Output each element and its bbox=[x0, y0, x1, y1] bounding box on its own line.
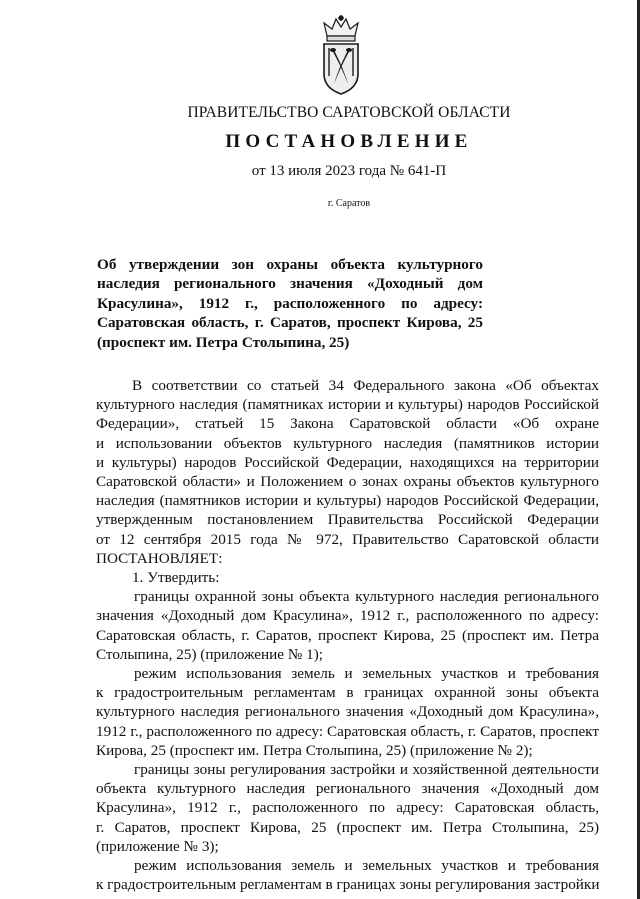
body-line: границы охранной зоны объекта культурного наследия регионального bbox=[134, 588, 599, 606]
body-line: утвержденным постановлением Правительства Российской Федерации bbox=[96, 511, 599, 529]
body-line: режим использования земель и земельных участков и требования bbox=[134, 857, 599, 875]
body-line: Саратовской области» и Положением о зонах охраны объектов культурного bbox=[96, 473, 599, 491]
body-line: В соответствии со статьей 34 Федерального закона «Об объектах bbox=[132, 377, 599, 394]
body-line: (приложение № 3); bbox=[96, 837, 219, 855]
body-line: объекта культурного наследия регионального значения «Доходный дом bbox=[96, 780, 599, 798]
body-line: Федерации», статьей 15 Закона Саратовской области «Об охране bbox=[96, 415, 599, 433]
body-line: культурного наследия (памятниках истории и культуры) народов Российской bbox=[96, 396, 599, 414]
body-line: Саратовская область, г. Саратов, проспект Кирова, 25 (проспект им. Петра bbox=[96, 626, 599, 644]
document-title bbox=[97, 255, 483, 352]
title-line: Саратовская область, г. Саратов, проспект Кирова, 25 bbox=[97, 314, 483, 332]
body-line: Столыпина, 25) (приложение № 1); bbox=[96, 645, 323, 663]
body-line: и использовании объектов культурного наследия (памятников истории bbox=[96, 434, 599, 452]
body-line: режим использования земель и земельных участков и требования bbox=[134, 665, 599, 683]
document-place: г. Саратов bbox=[327, 198, 371, 209]
body-line: Красулина», 1912 г., расположенного по адресу: Саратовская область, bbox=[96, 799, 599, 817]
body-line: к градостроительным регламентам в границах охранной зоны объекта bbox=[96, 684, 599, 702]
body-line: Кирова, 25 (проспект им. Петра Столыпина, 25) (приложение № 2); bbox=[96, 741, 533, 759]
document-type: ПОСТАНОВЛЕНИЕ bbox=[225, 131, 473, 152]
document-date-number: от 13 июля 2023 года № 641-П bbox=[251, 163, 447, 179]
title-line: Об утверждении зон охраны объекта культурного bbox=[97, 256, 483, 273]
body-line: значения «Доходный дом Красулина», 1912 г., расположенного по адресу: bbox=[96, 607, 599, 625]
document-body bbox=[96, 376, 599, 894]
title-line: (проспект им. Петра Столыпина, 25) bbox=[97, 333, 350, 351]
body-line: г. Саратов, проспект Кирова, 25 (проспект им. Петра Столыпина, 25) bbox=[96, 818, 599, 836]
body-line: 1. Утвердить: bbox=[132, 569, 220, 587]
body-line: и культуры) народов Российской Федерации, находящихся на территории bbox=[96, 453, 599, 471]
title-line: Красулина», 1912 г., расположенного по адресу: bbox=[97, 294, 483, 312]
saratov-coat-of-arms-icon bbox=[318, 14, 364, 96]
body-line: от 12 сентября 2015 года № 972, Правительство Саратовской области bbox=[96, 530, 599, 548]
organization-name: ПРАВИТЕЛЬСТВО САРАТОВСКОЙ ОБЛАСТИ bbox=[187, 104, 511, 121]
body-line: культурного наследия регионального значения «Доходный дом Красулина», bbox=[96, 703, 599, 721]
body-line: 1912 г., расположенного по адресу: Саратовская область, г. Саратов, проспект bbox=[96, 722, 599, 740]
body-line: наследия (памятников истории и культуры) народов Российской Федерации, bbox=[96, 492, 599, 510]
title-line: наследия регионального значения «Доходный дом bbox=[97, 275, 483, 293]
body-line: ПОСТАНОВЛЯЕТ: bbox=[96, 549, 223, 567]
body-line: к градостроительным регламентам в границах зоны регулирования застройки bbox=[96, 876, 600, 894]
body-line: границы зоны регулирования застройки и хозяйственной деятельности bbox=[134, 761, 599, 779]
